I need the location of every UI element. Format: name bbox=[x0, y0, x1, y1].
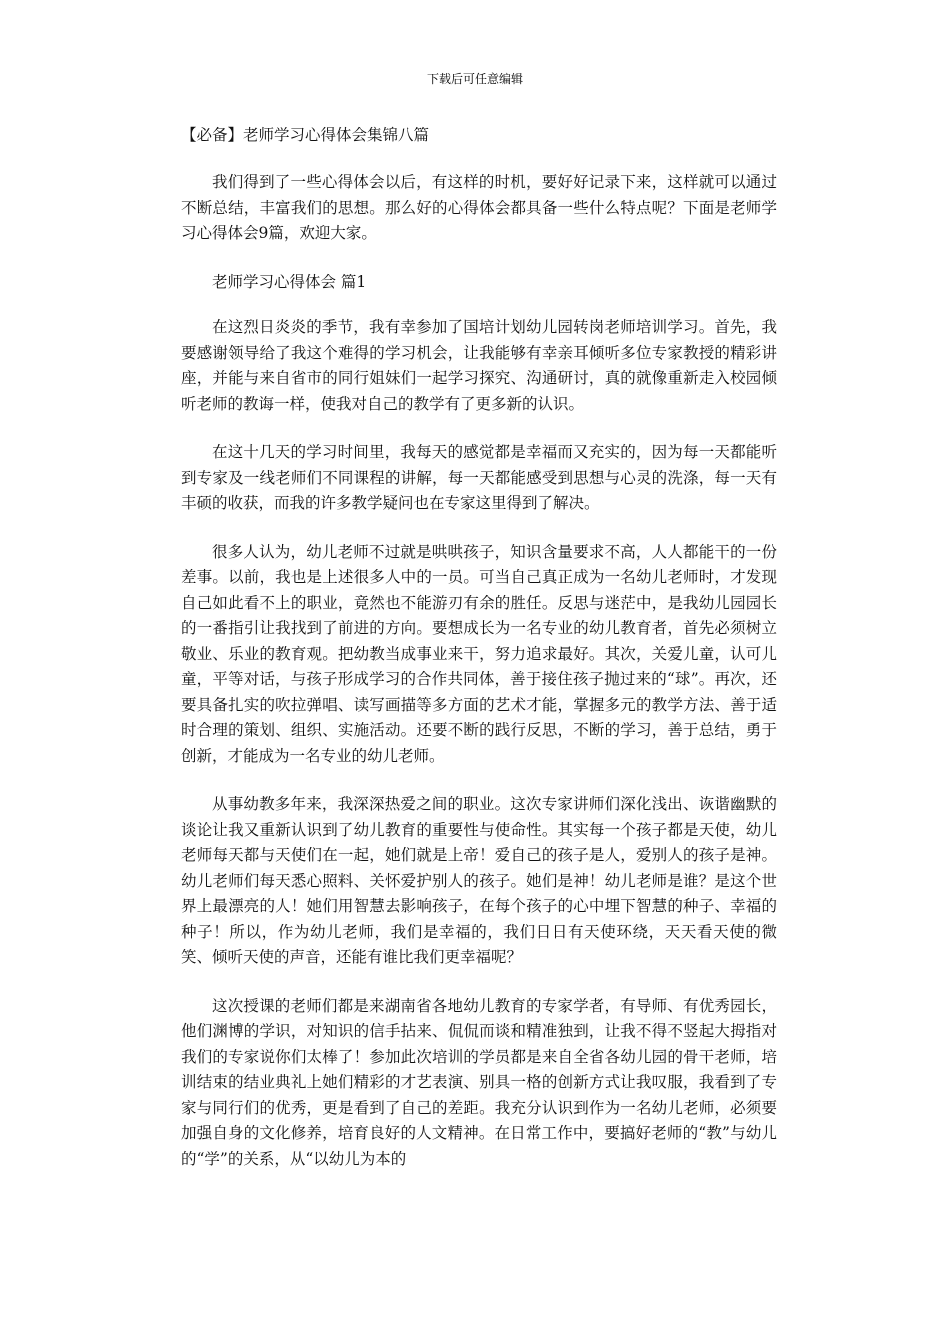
document-title: 【必备】老师学习心得体会集锦八篇 bbox=[181, 126, 430, 144]
document-body bbox=[181, 120, 777, 1172]
paragraph: 从事幼教多年来，我深深热爱之间的职业。这次专家讲师们深化浅出、诙谐幽默的谈论让我又重新认识到了幼儿教育的重要性与使命性。其实每一个孩子都是天使，幼儿老师每天都与天使们在一起，她们就是上帝！爱自己的孩子是人，爱别人的孩子是神。幼儿老师们每天悉心照料、关怀爱护别人的孩子。她们是神！幼儿老师是谁？是这个世界上最漂亮的人！她们用智慧去影响孩子，在每个孩子的心中埋下智慧的种子、幸福的种子！所以，作为幼儿老师，我们是幸福的，我们日日有天使环绕，天天看天使的微笑、倾听天使的声音，还能有谁比我们更幸福呢？ bbox=[181, 795, 777, 966]
section-heading: 老师学习心得体会 篇1 bbox=[212, 272, 367, 291]
paragraph: 在这十几天的学习时间里，我每天的感觉都是幸福而又充实的，因为每一天都能听到专家及一线老师们不同课程的讲解，每一天都能感受到思想与心灵的洗涤，每一天有丰硕的收获，而我的许多教学疑问也在专家这里得到了解决。 bbox=[181, 443, 777, 512]
page-header: 下载后可任意编辑 bbox=[426, 72, 523, 86]
intro-paragraph: 我们得到了一些心得体会以后，有这样的时机，要好好记录下来，这样就可以通过不断总结，丰富我们的思想。那么好的心得体会都具备一些什么特点呢？下面是老师学习心得体会9篇，欢迎大家。 bbox=[181, 173, 777, 242]
paragraph: 这次授课的老师们都是来湖南省各地幼儿教育的专家学者，有导师、有优秀园长，他们渊博的学识，对知识的信手拈来、侃侃而谈和精准独到，让我不得不竖起大拇指对我们的专家说你们太棒了！参加此次培训的学员都是来自全省各幼儿园的骨干老师，培训结束的结业典礼上她们精彩的才艺表演、别具一格的创新方式让我叹服，我看到了专家与同行们的优秀，更是看到了自己的差距。我充分认识到作为一名幼儿老师，必须要加强自身的文化修养，培育良好的人文精神。在日常工作中，要搞好老师的“教”与幼儿的“学”的关系，从“以幼儿为本的 bbox=[181, 996, 777, 1168]
paragraph: 很多人认为，幼儿老师不过就是哄哄孩子，知识含量要求不高，人人都能干的一份差事。以前，我也是上述很多人中的一员。可当自己真正成为一名幼儿老师时，才发现自己如此看不上的职业，竟然也不能游刃有余的胜任。反思与迷茫中，是我幼儿园园长的一番指引让我找到了前进的方向。要想成长为一名专业的幼儿教育者，首先必须树立敬业、乐业的教育观。把幼教当成事业来干，努力追求最好。其次，关爱儿童，认可儿童，平等对话，与孩子形成学习的合作共同体，善于接住孩子抛过来的“球”。再次，还要具备扎实的吹拉弹唱、读写画描等多方面的艺术才能，掌握多元的教学方法、善于适时合理的策划、组织、实施活动。还要不断的践行反思，不断的学习，善于总结，勇于创新，才能成为一名专业的幼儿老师。 bbox=[181, 542, 777, 765]
paragraph: 在这烈日炎炎的季节，我有幸参加了国培计划幼儿园转岗老师培训学习。首先，我要感谢领导给了我这个难得的学习机会，让我能够有幸亲耳倾听多位专家教授的精彩讲座，并能与来自省市的同行姐妹们一起学习探究、沟通研讨，真的就像重新走入校园倾听老师的教诲一样，使我对自己的教学有了更多新的认识。 bbox=[181, 318, 777, 413]
